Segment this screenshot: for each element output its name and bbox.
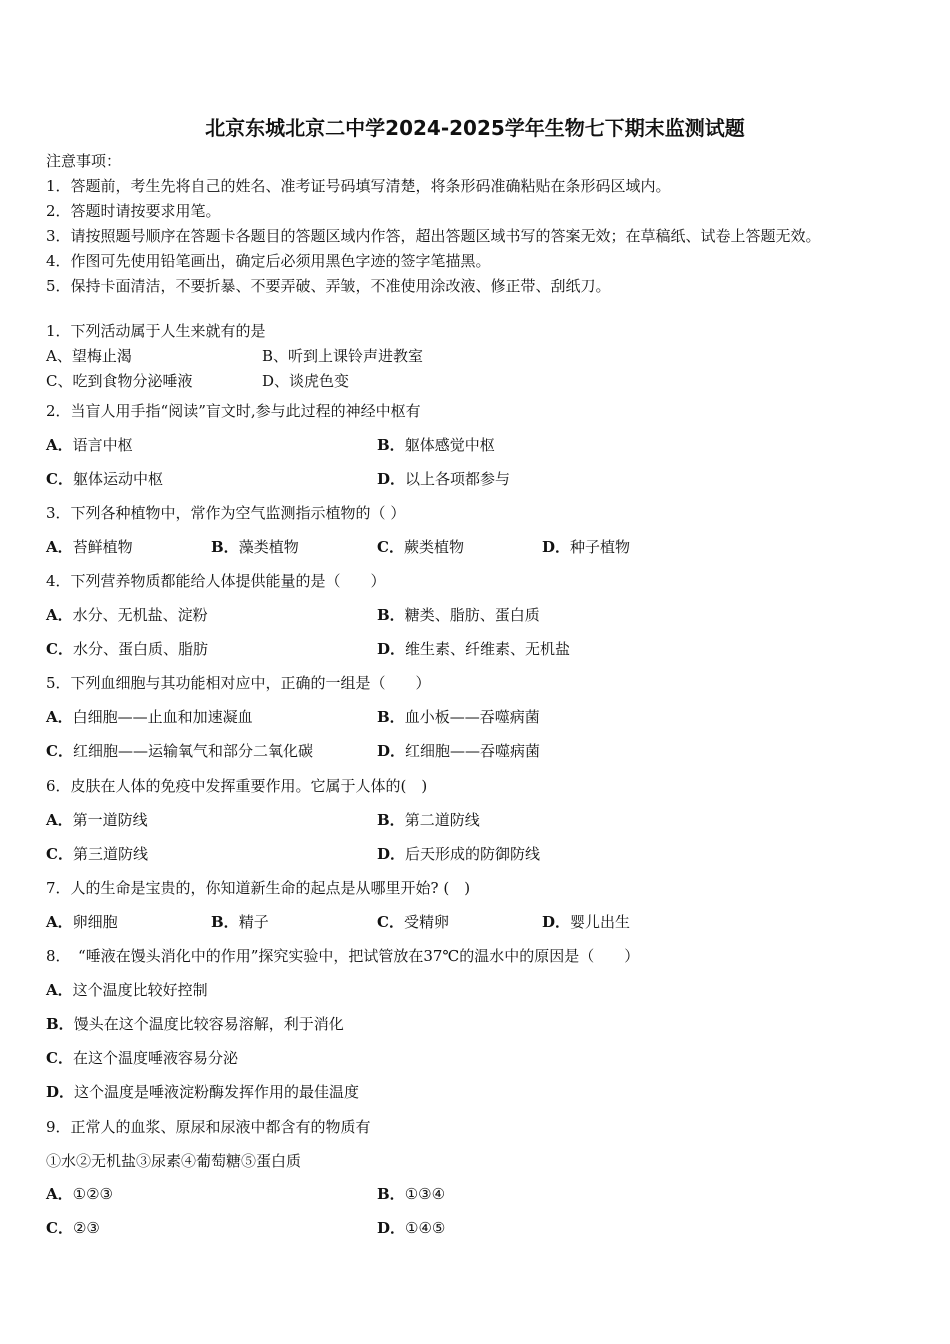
question-stem: 4．下列营养物质都能给人体提供能量的是（ ） [46, 572, 386, 590]
option-a: A．水分、无机盐、淀粉 [46, 606, 208, 624]
question-stem: 2．当盲人用手指“阅读”盲文时,参与此过程的神经中枢有 [46, 402, 421, 420]
option-c: C．水分、蛋白质、脂肪 [46, 640, 208, 658]
option-c: C．红细胞——运输氧气和部分二氧化碳 [46, 742, 313, 760]
option-b: B．第二道防线 [377, 811, 480, 829]
option-c: C．躯体运动中枢 [46, 470, 163, 488]
option-b: B．糖类、脂肪、蛋白质 [377, 606, 540, 624]
option-c: C．受精卵 [377, 913, 449, 931]
option-d: D．种子植物 [542, 538, 631, 556]
option-b: B、听到上课铃声进教室 [262, 347, 424, 365]
option-a: A．①②③ [46, 1185, 113, 1203]
option-b: B．精子 [211, 913, 269, 931]
option-d: D、谈虎色变 [262, 372, 350, 390]
option-b: B．馒头在这个温度比较容易溶解，利于消化 [46, 1015, 344, 1033]
notice-item: 4．作图可先使用铅笔画出，确定后必须用黑色字迹的签字笔描黑。 [46, 252, 491, 270]
option-a: A．白细胞——止血和加速凝血 [46, 708, 253, 726]
option-c: C．在这个温度唾液容易分泌 [46, 1049, 238, 1067]
notice-heading: 注意事项： [46, 152, 122, 170]
option-c: C．第三道防线 [46, 845, 148, 863]
notice-item: 3．请按照题号顺序在答题卡各题目的答题区域内作答，超出答题区域书写的答案无效；在草稿纸、试卷上答题无效。 [46, 227, 821, 245]
option-d: D．①④⑤ [377, 1219, 446, 1237]
option-b: B．①③④ [377, 1185, 446, 1203]
option-c: C．蕨类植物 [377, 538, 464, 556]
option-c: C、吃到食物分泌唾液 [46, 372, 193, 390]
question-stem: 7．人的生命是宝贵的，你知道新生命的起点是从哪里开始? ( ) [46, 879, 471, 897]
option-a: A．第一道防线 [46, 811, 148, 829]
question-stem: 8． “唾液在馒头消化中的作用”探究实验中，把试管放在37℃的温水中的原因是（ ） [46, 947, 640, 965]
option-b: B．躯体感觉中枢 [377, 436, 495, 454]
option-d: D．维生素、纤维素、无机盐 [377, 640, 571, 658]
notice-item: 1．答题前，考生先将自己的姓名、准考证号码填写清楚，将条形码准确粘贴在条形码区域内。 [46, 177, 671, 195]
question-stem: 1．下列活动属于人生来就有的是 [46, 322, 266, 340]
option-d: D．后天形成的防御防线 [377, 845, 541, 863]
option-c: C．②③ [46, 1219, 100, 1237]
question-stem: 3．下列各种植物中，常作为空气监测指示植物的（ ） [46, 504, 406, 522]
option-b: B．血小板——吞噬病菌 [377, 708, 540, 726]
question-stem: 6．皮肤在人体的免疫中发挥重要作用。它属于人体的( ) [46, 777, 428, 795]
question-stem: 9．正常人的血浆、原尿和尿液中都含有的物质有 [46, 1118, 371, 1136]
exam-title: 北京东城北京二中学2024-2025学年生物七下期末监测试题 [205, 116, 745, 140]
option-d: D．婴儿出生 [542, 913, 631, 931]
option-d: D．这个温度是唾液淀粉酶发挥作用的最佳温度 [46, 1083, 360, 1101]
option-a: A、望梅止渴 [46, 347, 132, 365]
notice-item: 5．保持卡面清洁，不要折暴、不要弄破、弄皱，不准使用涂改液、修正带、刮纸刀。 [46, 277, 611, 295]
option-d: D．以上各项都参与 [377, 470, 511, 488]
option-d: D．红细胞——吞噬病菌 [377, 742, 541, 760]
question-substem: ①水②无机盐③尿素④葡萄糖⑤蛋白质 [46, 1152, 302, 1170]
option-a: A．语言中枢 [46, 436, 133, 454]
question-stem: 5．下列血细胞与其功能相对应中，正确的一组是（ ） [46, 674, 431, 692]
option-a: A．苔鲜植物 [46, 538, 133, 556]
option-a: A．这个温度比较好控制 [46, 981, 208, 999]
notice-item: 2．答题时请按要求用笔。 [46, 202, 221, 220]
option-b: B．藻类植物 [211, 538, 299, 556]
option-a: A．卵细胞 [46, 913, 118, 931]
